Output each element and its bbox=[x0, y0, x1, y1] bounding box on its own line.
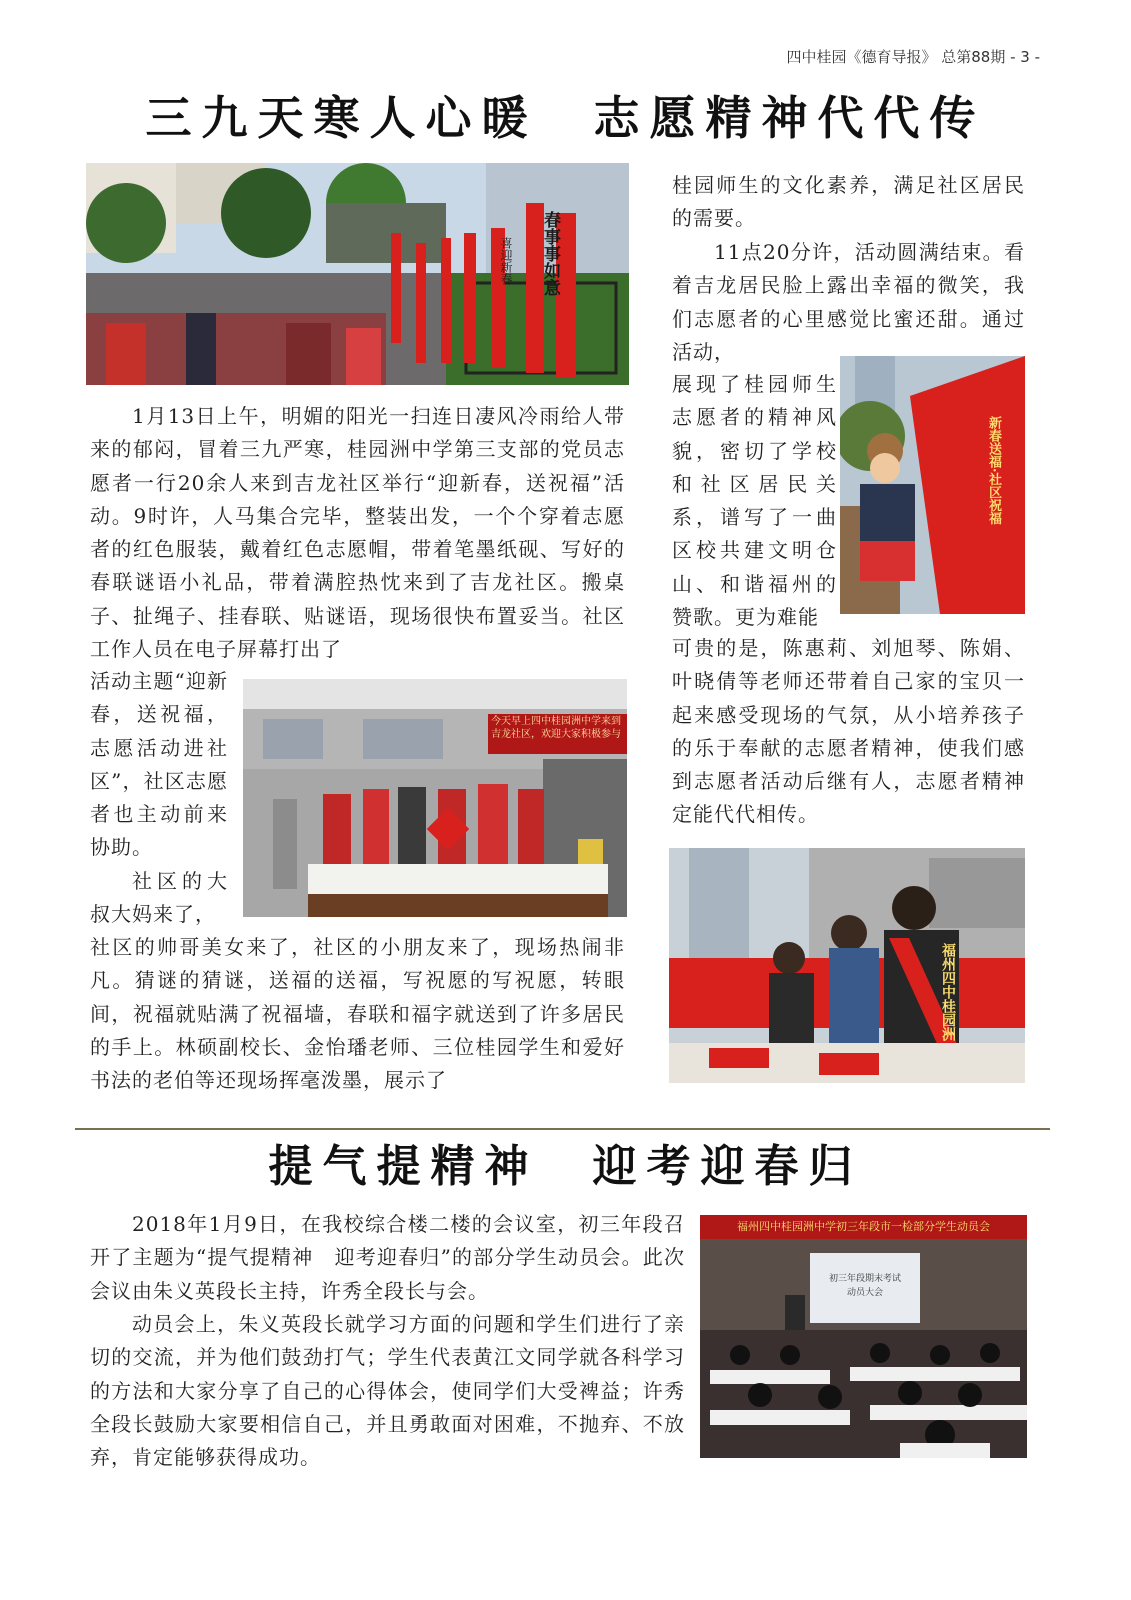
banner-text-left: 喜迎新春 bbox=[499, 237, 513, 285]
article1-left-para2: 社区的帅哥美女来了，社区的小朋友来了，现场热闹非凡。猜谜的猜谜，送福的送福，写祝愿的写祝愿，转眼间，祝福就贴满了祝福墙，春联和福字就送到了许多居民的手上。林硕副校长、金怡璠老师、三位桂园学生和爱好书法的老伯等还现场挥毫泼墨，展示了 bbox=[90, 935, 625, 1093]
article1-right-para1: 桂园师生的文化素养，满足社区居民的需要。 bbox=[672, 173, 1025, 231]
article1-left-para1: 1月13日上午，明媚的阳光一扫连日凄风冷雨给人带来的郁闷，冒着三九严寒，桂园洲中学第三支部的党员志愿者一行20余人来到吉龙社区举行“迎新春，送祝福”活动。9时许，人马集合完毕，整装出发，一个个穿着志愿者的红色服装，戴着红色志愿帽，带着笔墨纸砚、写好的春联谜语小礼品，带着满腔热忱来到了吉龙社区。搬桌子、扯绳子、挂春联、贴谜语，现场很快布置妥当。社区工作人员在电子屏幕打出了 bbox=[90, 404, 625, 662]
article1-narrow-para2: 社区的大叔大妈来了， bbox=[90, 869, 228, 927]
board-text: 新春送福·社区祝福 bbox=[986, 416, 1001, 525]
article1-narrow-para1: 活动主题“迎新春，送祝福，志愿活动进社区”，社区志愿者也主动前来协助。 bbox=[90, 669, 228, 860]
led-screen-text: 今天早上四中桂园洲中学来到吉龙社区，欢迎大家积极参与 bbox=[491, 716, 621, 740]
meeting-banner-text: 福州四中桂园洲中学初三年段市一检部分学生动员会 bbox=[737, 1220, 990, 1233]
sash-text: 福州四中桂园洲 bbox=[940, 943, 956, 1041]
photo-street-banners bbox=[86, 163, 629, 385]
photo-meeting-room bbox=[700, 1215, 1027, 1458]
article1-right-narrow: 展现了桂园师生志愿者的精神风貌，密切了学校和社区居民关系，谱写了一曲区校共建文明仓山、和谐福州的赞歌。更为难能 bbox=[672, 372, 837, 630]
screen-line1: 初三年段期末考试 bbox=[828, 1274, 901, 1284]
article1-title: 三九天寒人心暖 志愿精神代代传 bbox=[145, 91, 986, 145]
article2-title: 提气提精神 迎考迎春归 bbox=[268, 1141, 863, 1192]
photo-community-calligraphy bbox=[243, 679, 627, 917]
article1-right-para2: 11点20分许，活动圆满结束。看着吉龙居民脸上露出幸福的微笑，我们志愿者的心里感觉比蜜还甜。通过活动， bbox=[672, 240, 1025, 364]
article2-para1: 2018年1月9日，在我校综合楼二楼的会议室，初三年段召开了主题为“提气提精神 迎考迎春归”的部分学生动员会。此次会议由朱义英段长主持，许秀全段长与会。 bbox=[90, 1212, 685, 1303]
article2-para2: 动员会上，朱义英段长就学习方面的问题和学生们进行了亲切的交流，并为他们鼓劲打气；学生代表黄江文同学就各科学习的方法和大家分享了自己的心得体会，使同学们大受裨益；许秀全段长鼓励大家要相信自己，并且勇敢面对困难，不抛弃、不放弃，肯定能够获得成功。 bbox=[90, 1312, 685, 1470]
photo-students-writing bbox=[669, 848, 1025, 1083]
screen-line2: 动员大会 bbox=[846, 1288, 883, 1298]
page-header: 四中桂园《德育导报》 总第88期 - 3 - bbox=[786, 48, 1040, 66]
photo-child-writing bbox=[840, 356, 1025, 614]
banner-text-right: 春事事如意 bbox=[540, 211, 560, 296]
article1-right-para3: 可贵的是，陈惠莉、刘旭琴、陈娟、叶晓倩等老师还带着自己家的宝贝一起来感受现场的气氛，从小培养孩子的乐于奉献的志愿者精神，使我们感到志愿者活动后继有人，志愿者精神定能代代相传。 bbox=[672, 636, 1025, 827]
